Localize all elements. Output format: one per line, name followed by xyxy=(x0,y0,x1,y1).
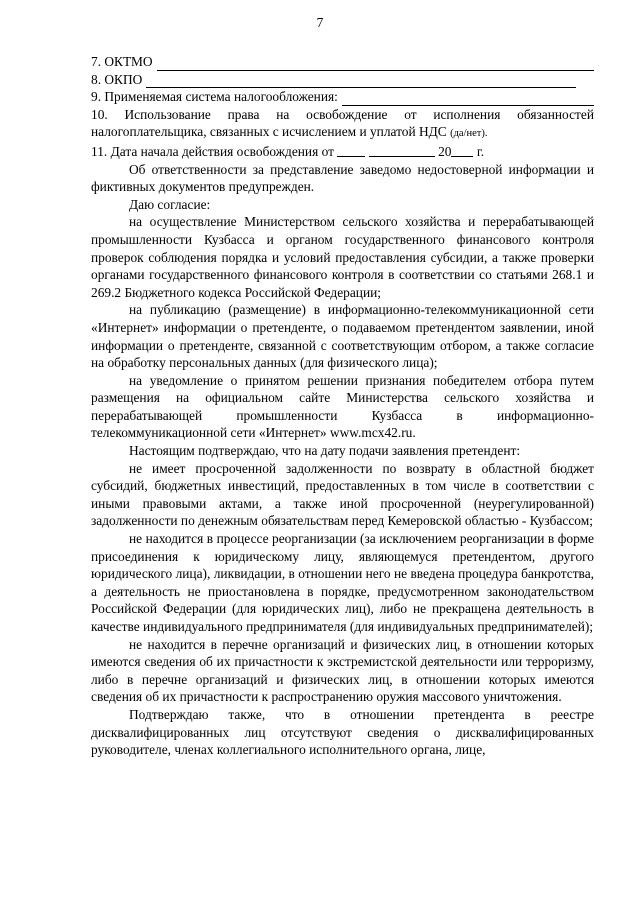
oktmo-label: 7. ОКТМО xyxy=(91,54,153,69)
exemption-start-item xyxy=(91,143,594,161)
exemption-year-suffix: г. xyxy=(476,143,485,159)
exemption-start-label: 11. Дата начала действия освобождения от xyxy=(91,143,334,159)
oktmo-row xyxy=(91,53,594,71)
vat-exemption-hint: (да/нет). xyxy=(450,128,488,140)
confirm-intro: Настоящим подтверждаю, что на дату подачи заявления претендент: xyxy=(129,443,521,459)
vat-exemption-text: 10. Использование права на освобождение от исполнения обязанностей налогоплательщика, связанных с исчислением и уплатой НДС xyxy=(91,106,594,140)
confirm-item-no-extremism: не находится в перечне организаций и физических лиц, в отношении которых имеются сведения об их причастности к экстремистской деятельности или терроризму, либо в перечне организаций и физических лиц, в отношении которых имеются сведения об их причастности к распространению оружия массового уничтожения. xyxy=(91,636,594,705)
consent-item-notification: на уведомление о принятом решении признания победителем отбора путем размещения на официальном сайте Министерства сельского хозяйства и перерабатывающей промышленности Кузбасса в информационно-телекоммуникационной сети «Интернет» www.mcx42.ru. xyxy=(91,372,594,441)
responsibility-paragraph: Об ответственности за представление заведомо недостоверной информации и фиктивных документов предупрежден. xyxy=(91,161,594,195)
page-number: 7 xyxy=(316,15,324,30)
okpo-label: 8. ОКПО xyxy=(91,71,143,87)
vat-exemption-item xyxy=(91,106,594,143)
consent-item-inspections: на осуществление Министерством сельского хозяйства и перерабатывающей промышленности Кузбасса и органом государственного финансового контроля проверок соблюдения порядка и условий предоставления субсидии, а также проверки органами государственного финансового контроля в соответствии со статьями 268.1 и 269.2 Бюджетного кодекса Российской Федерации; xyxy=(91,214,594,300)
tax-system-label: 9. Применяемая система налогообложения: xyxy=(91,89,338,105)
exemption-year-blank[interactable] xyxy=(451,144,473,157)
consent-item-publication: на публикацию (размещение) в информационно-телекоммуникационной сети «Интернет» информации о претенденте, о подаваемом претендентом заявлении, иной информации о претенденте, связанной с соответствующим отбором, а также согласие на обработку персональных данных (для физического лица); xyxy=(91,302,594,371)
okpo-blank-line[interactable] xyxy=(146,74,576,88)
form-content xyxy=(91,53,594,759)
exemption-month-blank[interactable] xyxy=(369,144,435,157)
oktmo-blank-line[interactable] xyxy=(157,57,594,71)
tax-system-blank-line[interactable] xyxy=(342,92,594,106)
confirm-item-no-reorganization: не находится в процессе реорганизации (за исключением реорганизации в форме присоединения к юридическому лицу, являющемуся претендентом, другого юридического лица), ликвидации, в отношении него не введена процедура банкротства, а деятельность не приостановлена в порядке, предусмотренном законодательством Российской Федерации (для юридических лиц), либо не прекращена деятельность в качестве индивидуального предпринимателя (для индивидуальных предпринимателей); xyxy=(91,531,594,634)
okpo-row xyxy=(91,71,594,89)
confirm-item-no-debt: не имеет просроченной задолженности по возврату в областной бюджет субсидий, бюджетных инвестиций, предоставленных в том числе в соответствии с иными правовыми актами, а также иной просроченной (неурегулированной) задолженности по денежным обязательствам перед Кемеровской областью - Кузбассом; xyxy=(91,460,594,529)
consent-intro: Даю согласие: xyxy=(129,196,211,212)
disqualified-paragraph: Подтверждаю также, что в отношении претендента в реестре дисквалифицированных лиц отсутствуют сведения о дисквалифицированных руководителе, членах коллегиального исполнительного органа, лице, xyxy=(91,706,594,758)
exemption-year-prefix: 20 xyxy=(438,143,452,159)
exemption-day-blank[interactable] xyxy=(337,144,365,157)
tax-system-row xyxy=(91,88,594,106)
